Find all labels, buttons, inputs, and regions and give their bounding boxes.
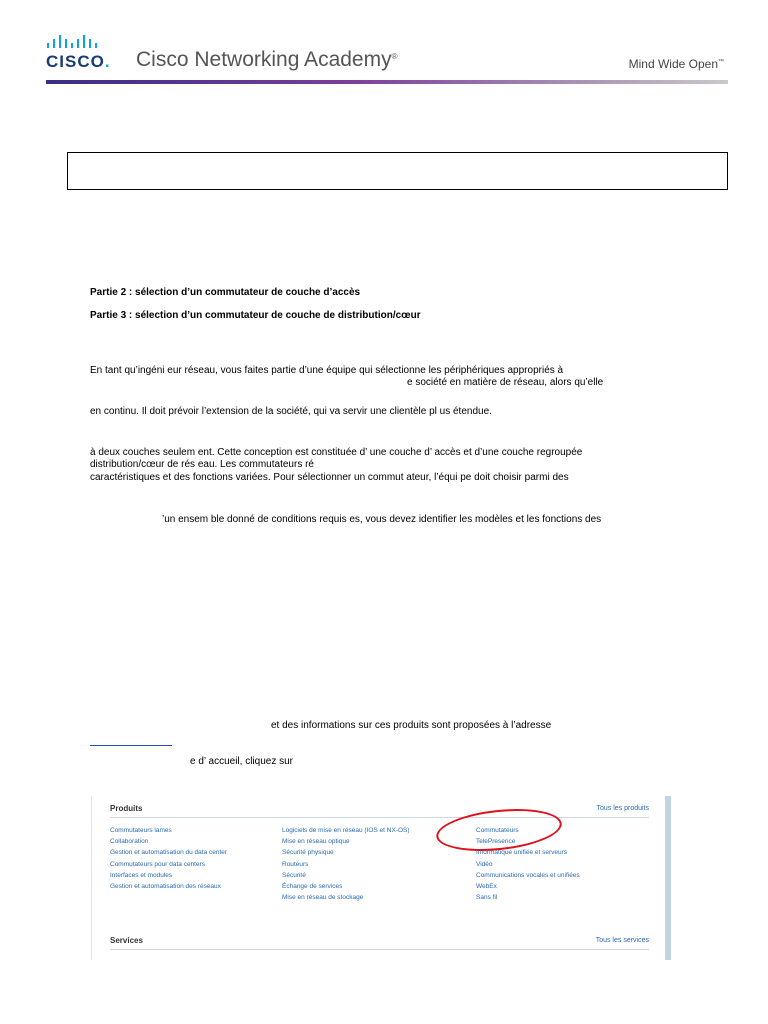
- cisco-logo-bars-icon: [46, 34, 116, 50]
- paragraph-line: En tant qu’ingéni eur réseau, vous faites partie d’une équipe qui sélectionne les périphériques appropriés à: [90, 365, 564, 376]
- product-link[interactable]: Commutateurs pour data centers: [110, 860, 206, 868]
- cisco-website-screenshot: [91, 796, 671, 960]
- product-link[interactable]: Échange de services: [282, 883, 343, 891]
- product-link[interactable]: Vidéo: [476, 860, 493, 868]
- product-link[interactable]: Gestion et automatisation des réseaux: [110, 883, 221, 891]
- product-link[interactable]: TelePresence: [476, 838, 516, 846]
- paragraph-line: e société en matière de réseau, alors qu’elle: [407, 377, 604, 388]
- header-rule: [46, 80, 728, 84]
- paragraph-line: ’un ensem ble donné de conditions requis es, vous devez identifier les modèles et les fonctions des: [162, 514, 602, 525]
- product-link[interactable]: Interfaces et modules: [110, 871, 173, 879]
- tagline: Mind Wide Open™: [628, 57, 724, 71]
- part-2-heading: Partie 2 : sélection d’un commutateur de couche d’accès: [90, 287, 361, 298]
- paragraph-line: à deux couches seulem ent. Cette conception est constituée d’ une couche d’ accès et d’une couche regroupée: [90, 447, 583, 458]
- cisco-logo-text: CISCO.: [46, 52, 111, 71]
- products-rule: [110, 817, 649, 818]
- product-link[interactable]: Sans fil: [476, 894, 498, 902]
- product-link[interactable]: Mise en réseau de stockage: [282, 894, 364, 902]
- academy-title: Cisco Networking Academy®: [136, 48, 398, 71]
- product-link-commutateurs[interactable]: Commutateurs: [476, 827, 519, 834]
- all-products-link[interactable]: Tous les produits: [596, 805, 649, 812]
- all-services-link[interactable]: Tous les services: [595, 937, 649, 944]
- products-column-2: [282, 825, 410, 903]
- product-link[interactable]: Communications vocales et unifiées: [476, 871, 580, 879]
- url-link[interactable]: [90, 733, 172, 746]
- products-column-1: [110, 825, 227, 892]
- paragraph-line: caractéristiques et des fonctions variées. Pour sélectionner un commut ateur, l’équi pe doit choisir parmi des: [90, 472, 569, 483]
- product-link[interactable]: Sécurité physique: [282, 849, 334, 857]
- products-heading: Produits: [110, 804, 143, 813]
- paragraph-line: distribution/cœur de rés eau. Les commutateurs ré: [90, 459, 314, 470]
- services-rule: [110, 949, 649, 950]
- product-link[interactable]: Logiciels de mise en réseau (IOS et NX-OS): [282, 827, 410, 834]
- product-link[interactable]: Mise en réseau optique: [282, 838, 350, 846]
- product-link[interactable]: Sécurité: [282, 871, 306, 879]
- services-heading: Services: [110, 936, 143, 945]
- paragraph-line: et des informations sur ces produits sont proposées à l’adresse: [271, 720, 552, 731]
- product-link[interactable]: Gestion et automatisation du data center: [110, 849, 228, 857]
- paragraph-line: en continu. Il doit prévoir l’extension de la société, qui va servir une clientèle pl us étendue.: [90, 406, 492, 417]
- title-box: [67, 152, 728, 190]
- product-link[interactable]: WebEx: [476, 883, 497, 891]
- product-link[interactable]: Collaboration: [110, 838, 149, 846]
- product-link[interactable]: Informatique unifiée et serveurs: [476, 849, 568, 857]
- product-link[interactable]: Routeurs: [282, 860, 309, 868]
- product-link[interactable]: Commutateurs lames: [110, 827, 172, 834]
- paragraph-line: e d’ accueil, cliquez sur: [190, 756, 294, 767]
- part-3-heading: Partie 3 : sélection d’un commutateur de couche de distribution/cœur: [90, 310, 421, 321]
